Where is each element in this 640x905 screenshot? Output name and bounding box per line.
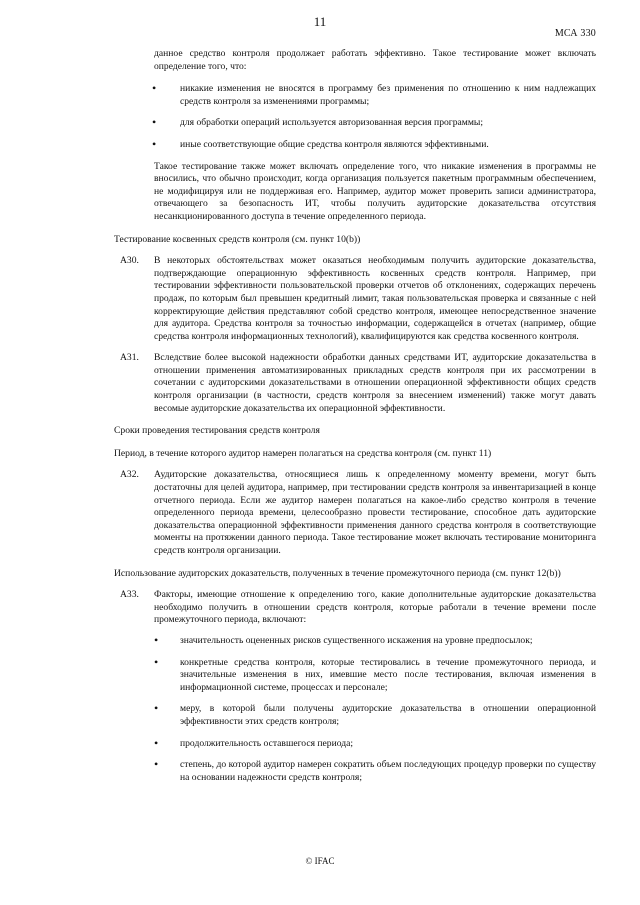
paragraph-number: A32.	[120, 469, 139, 481]
list-item: • степень, до которой аудитор намерен сократить объем последующих процедур проверки по существу на основании надежности средств контроля;	[154, 757, 596, 783]
paragraph-a32	[118, 469, 596, 557]
intro-paragraph: данное средство контроля продолжает работать эффективно. Такое тестирование может включать определение того, что:	[154, 48, 596, 72]
footer-copyright: © IFAC	[305, 856, 335, 866]
paragraph-text: Аудиторские доказательства, относящиеся лишь к определенному моменту времени, могут быть достаточны для целей аудитора, например, при тестировании средств контроля за инвентаризацией в конце отчетного периода. Если же аудитор намерен полагаться на какое-либо средство контроля в течение определенного периода времени, целесообразно провести тестирование, способное дать аудиторские доказательства операционной эффективности применения данного средства контроля в соответствующие моменты на протяжении данного периода. Такое тестирование может включать тестирование мониторинга средств контроля организации.	[154, 469, 596, 556]
a33-bullet-list	[154, 632, 596, 784]
intro-tail-paragraph: Такое тестирование также может включать определение того, что никакие изменения в программы не вносились, что обычно происходит, когда организация пользуется пакетным программным обеспечением, не модифицируя или не поддерживая его. Например, аудитор может проверить записи администратора, отвечающего за безопасность ИТ, чтобы получить аудиторские доказательства отсутствия несанкционированного доступа в течение определенного периода.	[154, 160, 596, 222]
section-heading: Сроки проведения тестирования средств контроля	[114, 425, 320, 437]
paragraph-text: В некоторых обстоятельствах может оказаться необходимым получить аудиторские доказательства, подтверждающие операционную эффективность косвенных средств контроля. Например, при тестировании эффективности пользовательской проверки отчетов об отклонениях, содержащих перечень продаж, по которым был превышен кредитный лимит, такая пользовательская проверка и связанные с ней корректирующие действия представляют собой средство контроля, имеющее непосредственное значение для аудитора. Средства контроля за точностью информации, содержащейся в отчетах (например, общие средства контроля информационных технологий), квалифицируются как средства косвенного контроля.	[154, 255, 596, 342]
bullet-icon: •	[154, 654, 159, 669]
list-item: • значительность оцененных рисков существенного искажения на уровне предпосылок;	[154, 632, 533, 647]
paragraph-number: A33.	[120, 589, 139, 601]
list-item: • меру, в которой были получены аудиторские доказательства в отношении операционной эффективности этих средств контроля;	[154, 701, 596, 727]
page-body	[114, 48, 596, 793]
paragraph-a31	[118, 352, 596, 415]
paragraph-number: A30.	[120, 255, 139, 267]
page-number: 11	[313, 14, 327, 29]
bullet-icon: •	[154, 701, 159, 716]
bullet-icon: •	[154, 632, 159, 647]
list-item: • конкретные средства контроля, которые тестировались в течение промежуточного периода, и значительные изменения в них, имевшие место после тестирования, включая изменения в информационной системе, процессах и персонале;	[154, 654, 596, 693]
subsection-heading: Использование аудиторских доказательств, полученных в течение промежуточного периода (см. пункт 12(b))	[114, 567, 561, 579]
paragraph-text: Факторы, имеющие отношение к определению того, какие дополнительные аудиторские доказательства необходимо получить в отношении средств контроля, которые работали в течение времени после промежуточного периода, включают:	[154, 589, 596, 626]
subsection-heading: Период, в течение которого аудитор намерен полагаться на средства контроля (см. пункт 11)	[114, 447, 492, 459]
intro-bullet-list	[118, 83, 596, 151]
bullet-icon: •	[152, 136, 157, 151]
paragraph-number: A31.	[120, 352, 139, 364]
bullet-icon: •	[154, 757, 159, 772]
paragraph-text: Вследствие более высокой надежности обработки данных средствами ИТ, аудиторские доказательства в отношении применения автоматизированных прикладных средств контроля при их рассмотрении в сочетании с аудиторскими доказательствами в отношении операционной эффективности общих средств контроля организации (в частности, средств контроля за внесением изменений) также могут давать весомые аудиторские доказательства их операционной эффективности.	[154, 352, 596, 414]
bullet-icon: •	[152, 115, 157, 130]
paragraph-a33	[118, 589, 596, 784]
list-item: • для обработки операций используется авторизованная версия программы;	[152, 115, 484, 130]
list-item: • продолжительность оставшегося периода;	[154, 735, 354, 750]
section-heading: Тестирование косвенных средств контроля (см. пункт 10(b))	[114, 233, 361, 245]
paragraph-a30	[118, 255, 596, 343]
bullet-icon: •	[154, 735, 159, 750]
list-item: • никакие изменения не вносятся в программу без применения по отношению к ним надлежащих средств контроля за изменениями программы;	[152, 81, 596, 107]
bullet-icon: •	[152, 81, 157, 96]
list-item: • иные соответствующие общие средства контроля являются эффективными.	[152, 136, 489, 151]
document-code: МСА 330	[554, 28, 596, 39]
